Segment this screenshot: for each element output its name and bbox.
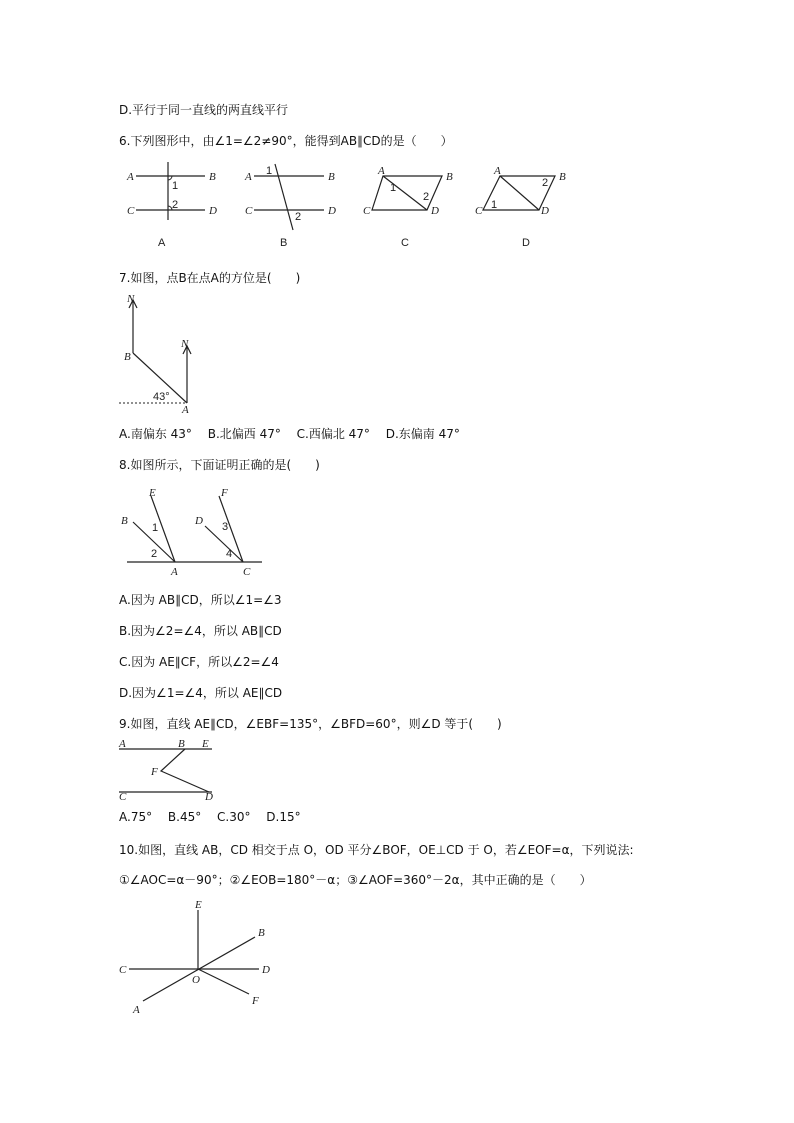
q6-caption-b: B (280, 237, 288, 249)
q7-angle: 43° (153, 391, 170, 403)
q6d-point-d: D (541, 205, 549, 217)
q6c-point-a: A (378, 165, 385, 177)
q10-point-o: O (192, 974, 200, 986)
question-7: 7.如图，点B在点A的方位是( ) (119, 271, 301, 285)
q6-figures (119, 158, 569, 254)
q5-option-d: D.平行于同一直线的两直线平行 (119, 103, 289, 117)
q6b-point-b: B (328, 171, 335, 183)
q8-angle-2: 2 (151, 548, 158, 560)
q9-point-c: C (119, 791, 127, 803)
q6-figure-b (244, 164, 336, 230)
q6a-point-b: B (209, 171, 216, 183)
q8-point-f: F (221, 487, 228, 499)
q10-point-d: D (262, 964, 270, 976)
q8-point-b: B (121, 515, 128, 527)
q10-point-b: B (258, 927, 265, 939)
q10-point-a: A (133, 1004, 140, 1016)
q9-point-d: D (205, 791, 213, 803)
q8-option-a: A.因为 AB∥CD，所以∠1=∠3 (119, 593, 282, 607)
q6-figure-d (475, 165, 566, 217)
q9-point-f: F (151, 766, 158, 778)
q8-option-c: C.因为 AE∥CF，所以∠2=∠4 (119, 655, 279, 669)
q8-point-a: A (171, 566, 178, 578)
q10-point-c: C (119, 964, 127, 976)
q6b-angle-2: 2 (295, 211, 302, 223)
q6a-angle-2: 2 (172, 199, 179, 211)
q9-figure (119, 736, 219, 802)
q7-point-b: B (124, 351, 131, 363)
q6a-point-c: C (127, 205, 135, 217)
question-9: 9.如图，直线 AE∥CD，∠EBF=135°，∠BFD=60°，则∠D 等于( ) (119, 717, 502, 731)
q6d-point-c: C (475, 205, 483, 217)
q8-option-d: D.因为∠1=∠4，所以 AE∥CD (119, 686, 283, 700)
q6d-angle-2: 2 (542, 177, 549, 189)
q7-point-a: A (182, 404, 189, 416)
q10-point-f: F (252, 995, 259, 1007)
q8-figure (119, 484, 269, 579)
q6d-point-a: A (494, 165, 501, 177)
q8-angle-3: 3 (222, 521, 229, 533)
q8-angle-4: 4 (226, 548, 233, 560)
q6-caption-c: C (401, 237, 409, 249)
q6a-point-a: A (127, 171, 134, 183)
q6d-point-b: B (559, 171, 566, 183)
q6a-angle-1: 1 (172, 180, 179, 192)
q10-figure (119, 897, 279, 1017)
q7-figure (119, 290, 199, 415)
question-8: 8.如图所示，下面证明正确的是( ) (119, 458, 320, 472)
q8-point-e: E (149, 487, 156, 499)
question-10: 10.如图，直线 AB，CD 相交于点 O，OD 平分∠BOF，OE⊥CD 于 O，若∠EOF=α，下列说法: (119, 843, 634, 857)
q6b-point-d: D (328, 205, 336, 217)
q8-point-d: D (195, 515, 203, 527)
q6c-angle-1: 1 (390, 182, 397, 194)
q6-caption-a: A (158, 237, 166, 249)
q9-point-b: B (178, 738, 185, 750)
q6c-point-b: B (446, 171, 453, 183)
q6c-point-c: C (363, 205, 371, 217)
q6-figure-c (363, 165, 453, 217)
q7-north-a: N (181, 338, 189, 350)
question-10-statements: ①∠AOC=α－90°；②∠EOB=180°－α；③∠AOF=360°－2α，其中正确的是（ ） (119, 873, 592, 887)
q6-figure-a (126, 162, 217, 220)
q8-point-c: C (243, 566, 251, 578)
question-6: 6.下列图形中，由∠1=∠2≠90°，能得到AB∥CD的是（ ） (119, 134, 453, 148)
q6a-point-d: D (209, 205, 217, 217)
q9-options: A.75° B.45° C.30° D.15° (119, 810, 301, 824)
q6c-angle-2: 2 (423, 191, 430, 203)
q6-caption-d: D (522, 237, 530, 249)
q9-point-a: A (119, 738, 126, 750)
q6d-angle-1: 1 (491, 199, 498, 211)
q8-angle-1: 1 (152, 522, 159, 534)
q7-options: A.南偏东 43° B.北偏西 47° C.西偏北 47° D.东偏南 47° (119, 427, 460, 441)
q8-option-b: B.因为∠2=∠4，所以 AB∥CD (119, 624, 282, 638)
q6b-point-a: A (245, 171, 252, 183)
q9-point-e: E (202, 738, 209, 750)
q7-north-b: N (127, 293, 135, 305)
q6b-angle-1: 1 (266, 165, 273, 177)
q6b-point-c: C (245, 205, 253, 217)
q6c-point-d: D (431, 205, 439, 217)
q10-point-e: E (195, 899, 202, 911)
